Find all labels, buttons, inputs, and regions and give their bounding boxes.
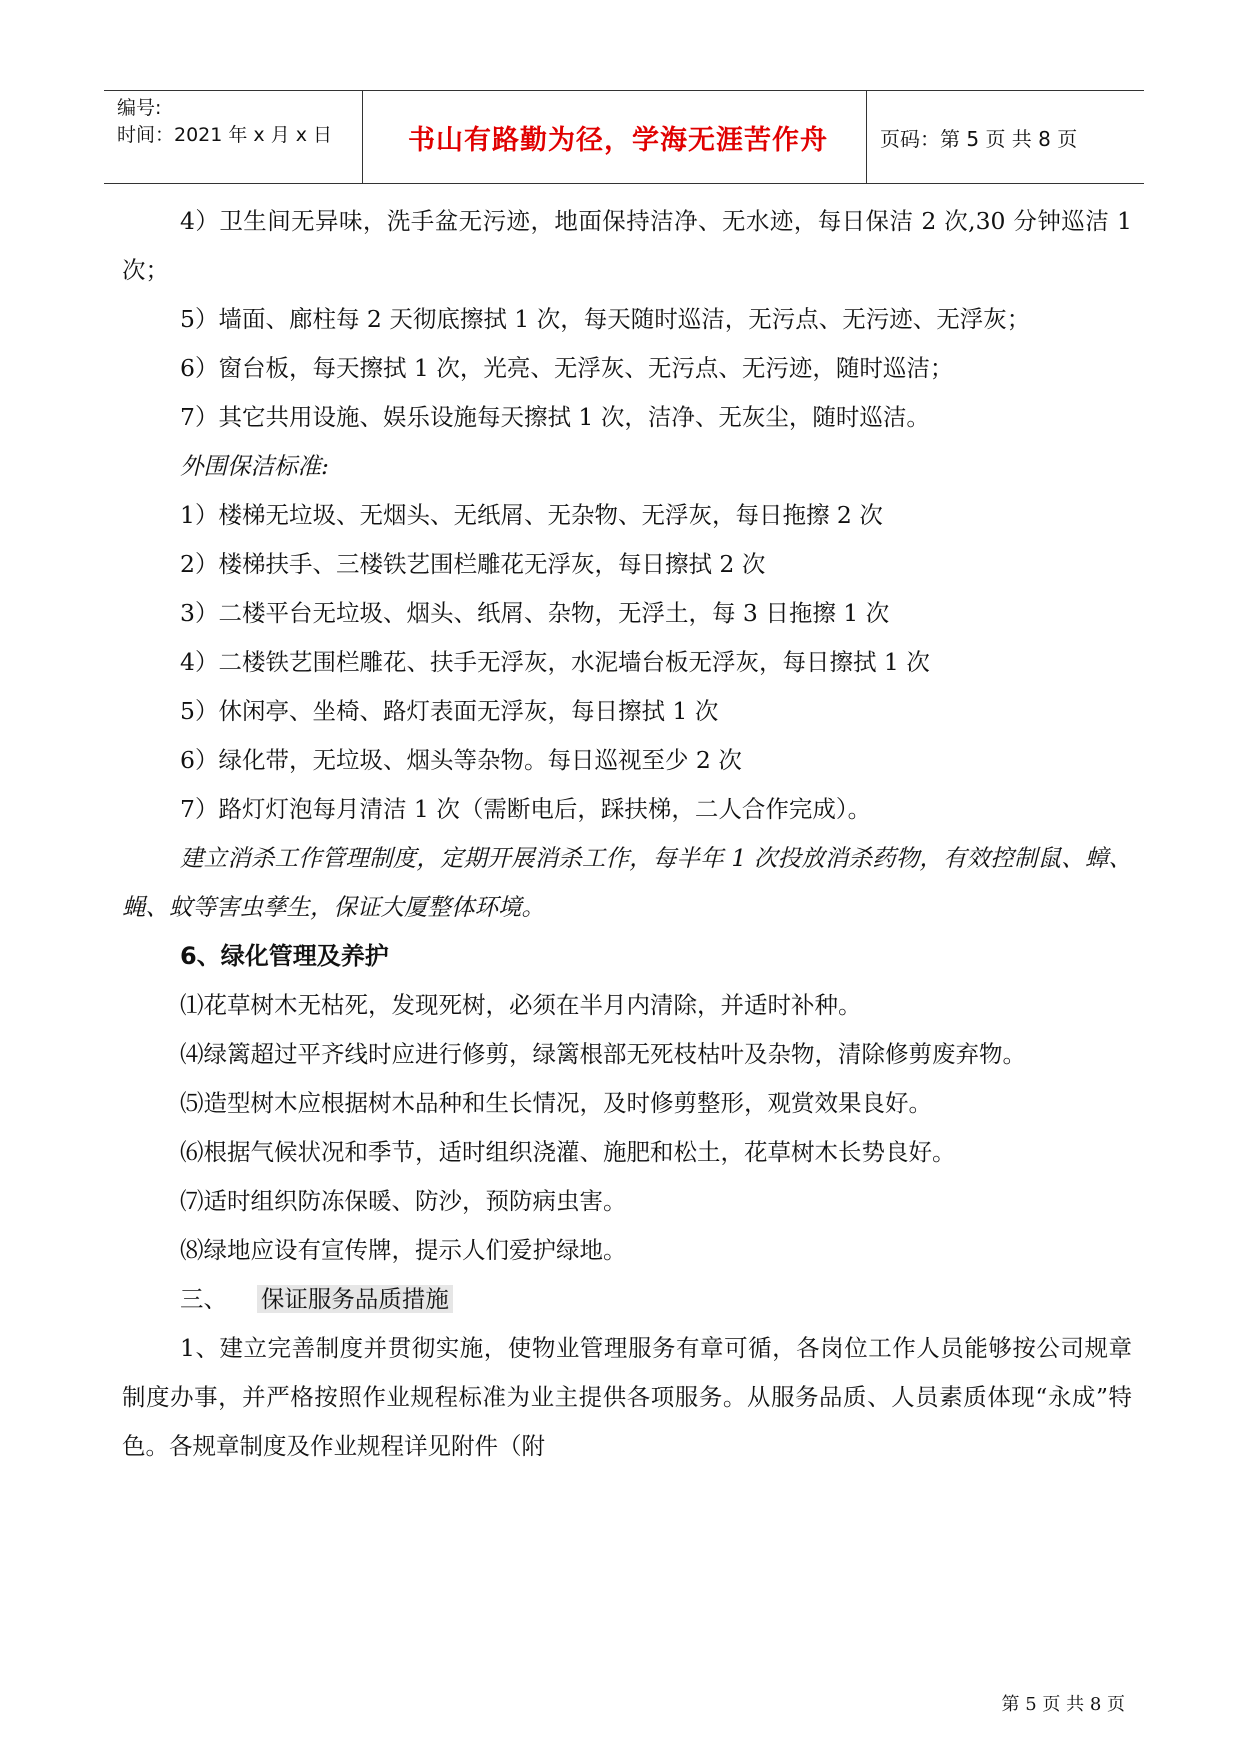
paragraph: ⑸造型树木应根据树木品种和生长情况，及时修剪整形，观赏效果良好。 <box>180 1089 932 1117</box>
paragraph: ⑺适时组织防冻保暖、防沙，预防病虫害。 <box>180 1187 627 1215</box>
paragraph: 7）路灯灯泡每月清洁 1 次（需断电后，踩扶梯，二人合作完成）。 <box>180 795 872 823</box>
paragraph: 4）卫生间无异味，洗手盆无污迹，地面保持洁净、无水迹，每日保洁 2 次,30 分钟巡洁 1 次； <box>122 207 1132 284</box>
paragraph: 7）其它共用设施、娱乐设施每天擦拭 1 次，洁净、无灰尘，随时巡洁。 <box>180 403 930 431</box>
time-label: 时间：2021 年 x 月 x 日 <box>117 124 333 146</box>
paragraph: 6）绿化带，无垃圾、烟头等杂物。每日巡视至少 2 次 <box>180 746 742 774</box>
paragraph: ⑷绿篱超过平齐线时应进行修剪，绿篱根部无死枝枯叶及杂物，清除修剪废弃物。 <box>180 1040 1026 1068</box>
paragraph: 4）二楼铁艺围栏雕花、扶手无浮灰，水泥墙台板无浮灰，每日擦拭 1 次 <box>180 648 930 676</box>
section-title: 保证服务品质措施 <box>257 1285 453 1313</box>
paragraph: ⑹根据气候状况和季节，适时组织浇灌、施肥和松土，花草树木长势良好。 <box>180 1138 956 1166</box>
paragraph: 6）窗台板，每天擦拭 1 次，光亮、无浮灰、无污点、无污迹，随时巡洁； <box>180 354 954 382</box>
number-label: 编号: <box>117 97 162 119</box>
section-heading <box>122 1275 1132 1324</box>
paragraph: ⑻绿地应设有宣传牌，提示人们爱护绿地。 <box>180 1236 627 1264</box>
header-page-info: 页码：第 5 页 共 8 页 <box>880 126 1078 151</box>
page-footer: 第 5 页 共 8 页 <box>1001 1694 1125 1715</box>
header-meta <box>117 95 372 179</box>
paragraph: 5）墙面、廊柱每 2 天彻底擦拭 1 次，每天随时巡洁，无污点、无污迹、无浮灰； <box>180 305 1031 333</box>
paragraph: 5）休闲亭、坐椅、路灯表面无浮灰，每日擦拭 1 次 <box>180 697 719 725</box>
header-motto: 书山有路勤为径，学海无涯苦作舟 <box>408 124 828 156</box>
paragraph: 1、建立完善制度并贯彻实施，使物业管理服务有章可循，各岗位工作人员能够按公司规章制度办事，并严格按照作业规程标准为业主提供各项服务。从服务品质、人员素质体现“永成”特色。各规章制度及作业规程详见附件（附 <box>122 1334 1132 1460</box>
paragraph-list <box>122 197 1132 1275</box>
document-body <box>122 197 1132 1471</box>
section-number: 三、 <box>180 1285 227 1313</box>
paragraph: ⑴花草树木无枯死，发现死树，必须在半月内清除，并适时补种。 <box>180 991 862 1019</box>
paragraph: 1）楼梯无垃圾、无烟头、无纸屑、无杂物、无浮灰，每日拖擦 2 次 <box>180 501 883 529</box>
document-header <box>104 90 1144 184</box>
section-heading: 6、绿化管理及养护 <box>180 942 389 970</box>
header-divider <box>362 91 363 183</box>
paragraph: 3）二楼平台无垃圾、烟头、纸屑、杂物，无浮土，每 3 日拖擦 1 次 <box>180 599 890 627</box>
paragraph: 建立消杀工作管理制度，定期开展消杀工作，每半年 1 次投放消杀药物，有效控制鼠、蟑、蝇、蚊等害虫孳生，保证大厦整体环境。 <box>122 844 1132 921</box>
paragraph: 2）楼梯扶手、三楼铁艺围栏雕花无浮灰，每日擦拭 2 次 <box>180 550 766 578</box>
paragraph: 外围保洁标准: <box>180 452 329 480</box>
header-divider <box>866 91 867 183</box>
